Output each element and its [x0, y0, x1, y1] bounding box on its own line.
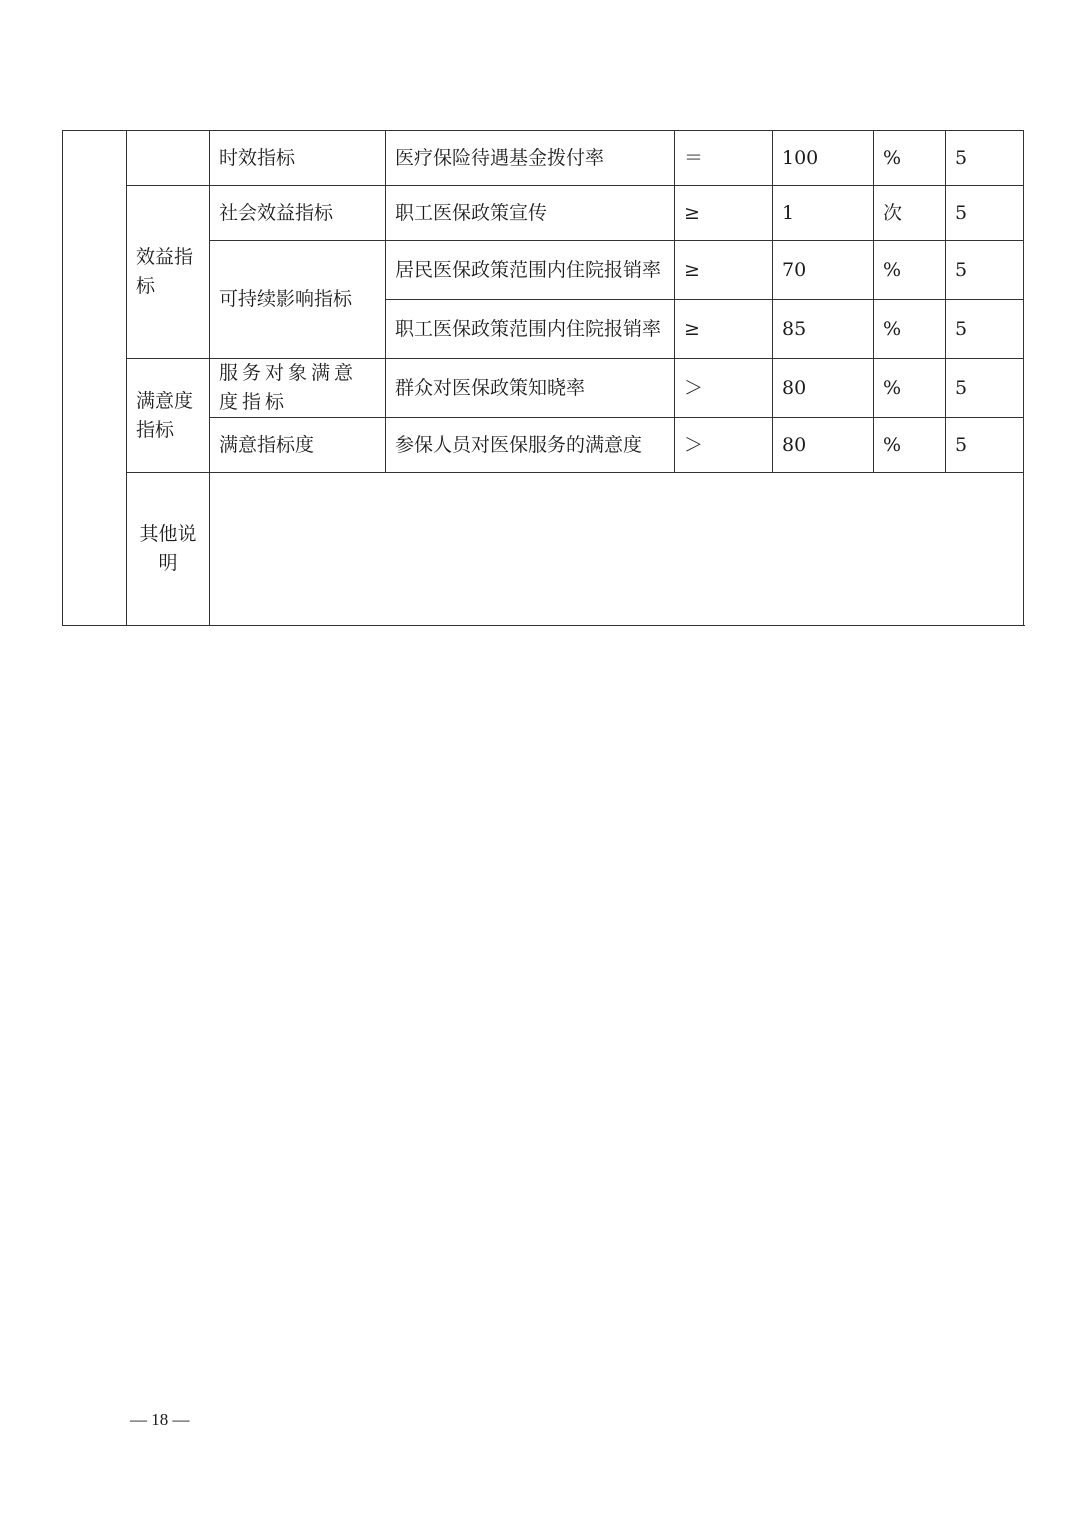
- page-number: — 18 —: [130, 1410, 190, 1429]
- satisfaction-indicator-label: 满意度指标: [127, 359, 210, 473]
- value-unit: 次: [874, 186, 946, 241]
- sustainability-indicator-label: 可持续影响指标: [210, 241, 386, 359]
- target-value: 1: [773, 186, 874, 241]
- indicator-score: 5: [946, 186, 1024, 241]
- value-unit: %: [874, 300, 946, 359]
- indicator-score: 5: [946, 418, 1024, 473]
- third-level-indicator: 服务对象满意度指标: [210, 359, 386, 418]
- target-value: 85: [773, 300, 874, 359]
- third-level-indicator: 时效指标: [210, 131, 386, 186]
- other-notes-label: 其他说明: [127, 473, 210, 626]
- indicator-score: 5: [946, 300, 1024, 359]
- benefit-indicator-label: 效益指标: [127, 186, 210, 359]
- second-level-indicator-cell: [127, 131, 210, 186]
- value-unit: %: [874, 418, 946, 473]
- table-row: [63, 359, 1024, 418]
- target-value: 70: [773, 241, 874, 300]
- comparison-operator: ＞: [675, 418, 773, 473]
- first-level-indicator-cell: [63, 131, 127, 626]
- third-level-indicator: 满意指标度: [210, 418, 386, 473]
- comparison-operator: ＝: [675, 131, 773, 186]
- table-row: [63, 473, 1024, 626]
- comparison-operator: ≥: [675, 300, 773, 359]
- comparison-operator: ＞: [675, 359, 773, 418]
- comparison-operator: ≥: [675, 241, 773, 300]
- value-unit: %: [874, 131, 946, 186]
- indicator-name: 参保人员对医保服务的满意度: [386, 418, 675, 473]
- target-value: 80: [773, 418, 874, 473]
- indicator-score: 5: [946, 241, 1024, 300]
- comparison-operator: ≥: [675, 186, 773, 241]
- value-unit: %: [874, 241, 946, 300]
- table-row: [63, 131, 1024, 186]
- indicator-score: 5: [946, 131, 1024, 186]
- target-value: 100: [773, 131, 874, 186]
- other-notes-content: [210, 473, 1024, 626]
- target-value: 80: [773, 359, 874, 418]
- table-row: [63, 186, 1024, 241]
- indicator-name: 职工医保政策宣传: [386, 186, 675, 241]
- indicator-score: 5: [946, 359, 1024, 418]
- indicator-name: 职工医保政策范围内住院报销率: [386, 300, 675, 359]
- performance-indicator-table: [62, 130, 1024, 626]
- indicator-name: 医疗保险待遇基金拨付率: [386, 131, 675, 186]
- indicator-name: 群众对医保政策知晓率: [386, 359, 675, 418]
- third-level-indicator: 社会效益指标: [210, 186, 386, 241]
- indicator-name: 居民医保政策范围内住院报销率: [386, 241, 675, 300]
- value-unit: %: [874, 359, 946, 418]
